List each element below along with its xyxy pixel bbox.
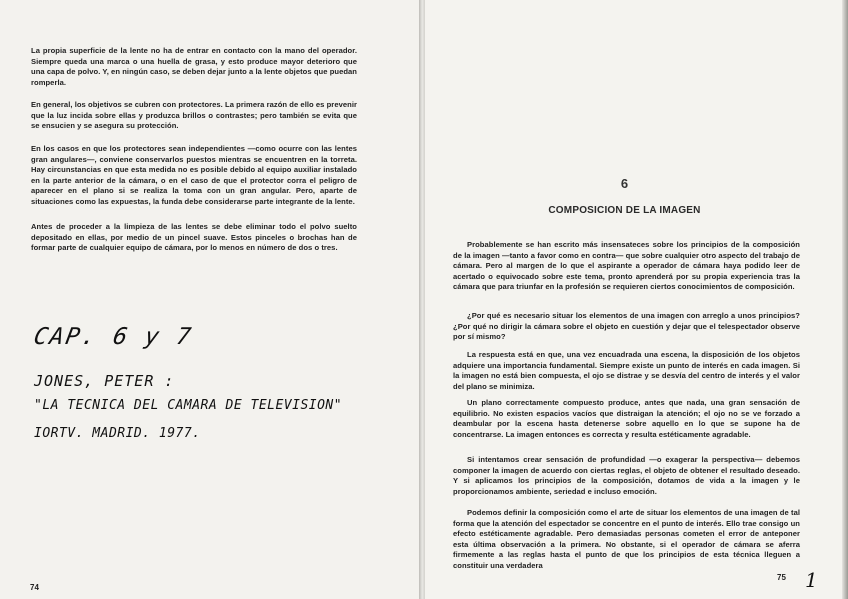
- handwritten-book-title: "LA TECNICA DEL CAMARA DE TELEVISION": [34, 398, 343, 413]
- right-paragraph-6: Podemos definir la composición como el arte de situar los elementos de una imagen de tal forma que la atención del espectador se concentre en el punto de interés. Ello trae consigo un efecto estéticamente agradable. Pero demasiadas personas cometen el error de anteponer esta última observación a la primera. No obstante, si el operador de cámara se aferra firmemente a las reglas hasta el punto de que los principios de esta técnica lleguen a constituir una verdadera: [453, 508, 800, 570]
- chapter-title: COMPOSICION DE LA IMAGEN: [548, 205, 701, 216]
- left-paragraph-2: En general, los objetivos se cubren con protectores. La primera razón de ello es prevenir que la luz incida sobre ellas y produzca brillos o contrastes; pero también se evita que se ensucien y se asegura su protección.: [31, 100, 357, 131]
- left-paragraph-4: Antes de proceder a la limpieza de las lentes se debe eliminar todo el polvo suelto depositado en ellas, por medio de un pincel suave. Estos pinceles o brochas han de formar parte de cualquier equipo de cámara, por lo menos en número de dos o tres.: [31, 222, 357, 253]
- right-paragraph-2: ¿Por qué es necesario situar los elementos de una imagen con arreglo a unos principios? ¿Por qué no dirigir la cámara sobre el objeto en cuestión y dejar que el telespectador observe por sí mismo?: [453, 311, 800, 342]
- left-page: [0, 0, 421, 599]
- handwritten-chapter-note: CAP. 6 y 7: [31, 324, 195, 350]
- left-paragraph-3: En los casos en que los protectores sean independientes —como ocurre con las lentes gran angulares—, conviene conservarlos puestos mientras se encuentren en la torreta. Hay circunstancias en que esta medida no es posible debido al equipo auxiliar instalado en la parte anterior de la cámara, o en el caso de que el protector corra el peligro de aparecer en el plano si se realiza la toma con un gran angular. Pero, aparte de situaciones como las expuestas, la funda debe considerarse parte integrante de la lente.: [31, 144, 357, 206]
- handwritten-author: JONES, PETER :: [34, 372, 175, 390]
- left-paragraph-1: La propia superficie de la lente no ha de entrar en contacto con la mano del operador. Siempre queda una marca o una huella de grasa, y esto produce mayor deterioro que una capa de polvo. Y, en ningún caso, se deben dejar junto a la lente objetos que puedan romperla.: [31, 46, 357, 87]
- handwritten-publisher: IORTV. MADRID. 1977.: [34, 426, 201, 441]
- right-paragraph-3: La respuesta está en que, una vez encuadrada una escena, la disposición de los objetos adquiere una importancia fundamental. Siempre existe un punto de interés en cada imagen. Si la imagen no está bien compuesta, el ojo se distrae y se desvía del centro de interés y el valor del plano se minimiza.: [453, 350, 800, 391]
- chapter-number: 6: [620, 176, 629, 191]
- right-paragraph-5: Si intentamos crear sensación de profundidad —o exagerar la perspectiva— debemos componer la imagen de acuerdo con ciertas reglas, el objeto de obtener el resultado deseado. Y si aplicamos los principios de la composición, dotamos de vida a la imagen y le proporcionamos ambiente, seriedad e incluso emoción.: [453, 455, 800, 496]
- handwritten-margin-mark: 1: [805, 568, 818, 592]
- right-paragraph-4: Un plano correctamente compuesto produce, antes que nada, una gran sensación de equilibrio. No existen espacios vacíos que distraigan la atención; el ojo no se ve forzado a deambular por la escena hasta detenerse sobre aquello en lo que se supone ha de concentrarse. La imagen entonces es correcta y resulta estéticamente agradable.: [453, 398, 800, 439]
- page-edge-shadow: [842, 0, 848, 599]
- right-paragraph-1: Probablemente se han escrito más insensateces sobre los principios de la composición de la imagen —tanto a favor como en contra— que sobre cualquier otro aspecto del trabajo de cámara. Pero al margen de lo que el aspirante a operador de cámara haya podido leer de acertado o equivocado sobre este tema, pronto aprenderá por su propia experiencia tras la cámara que para triunfar en la profesión se requieren ciertos conocimientos de composición.: [453, 240, 800, 292]
- right-page: [425, 0, 848, 599]
- page-number-left: 74: [30, 583, 39, 592]
- page-number-right: 75: [777, 573, 786, 582]
